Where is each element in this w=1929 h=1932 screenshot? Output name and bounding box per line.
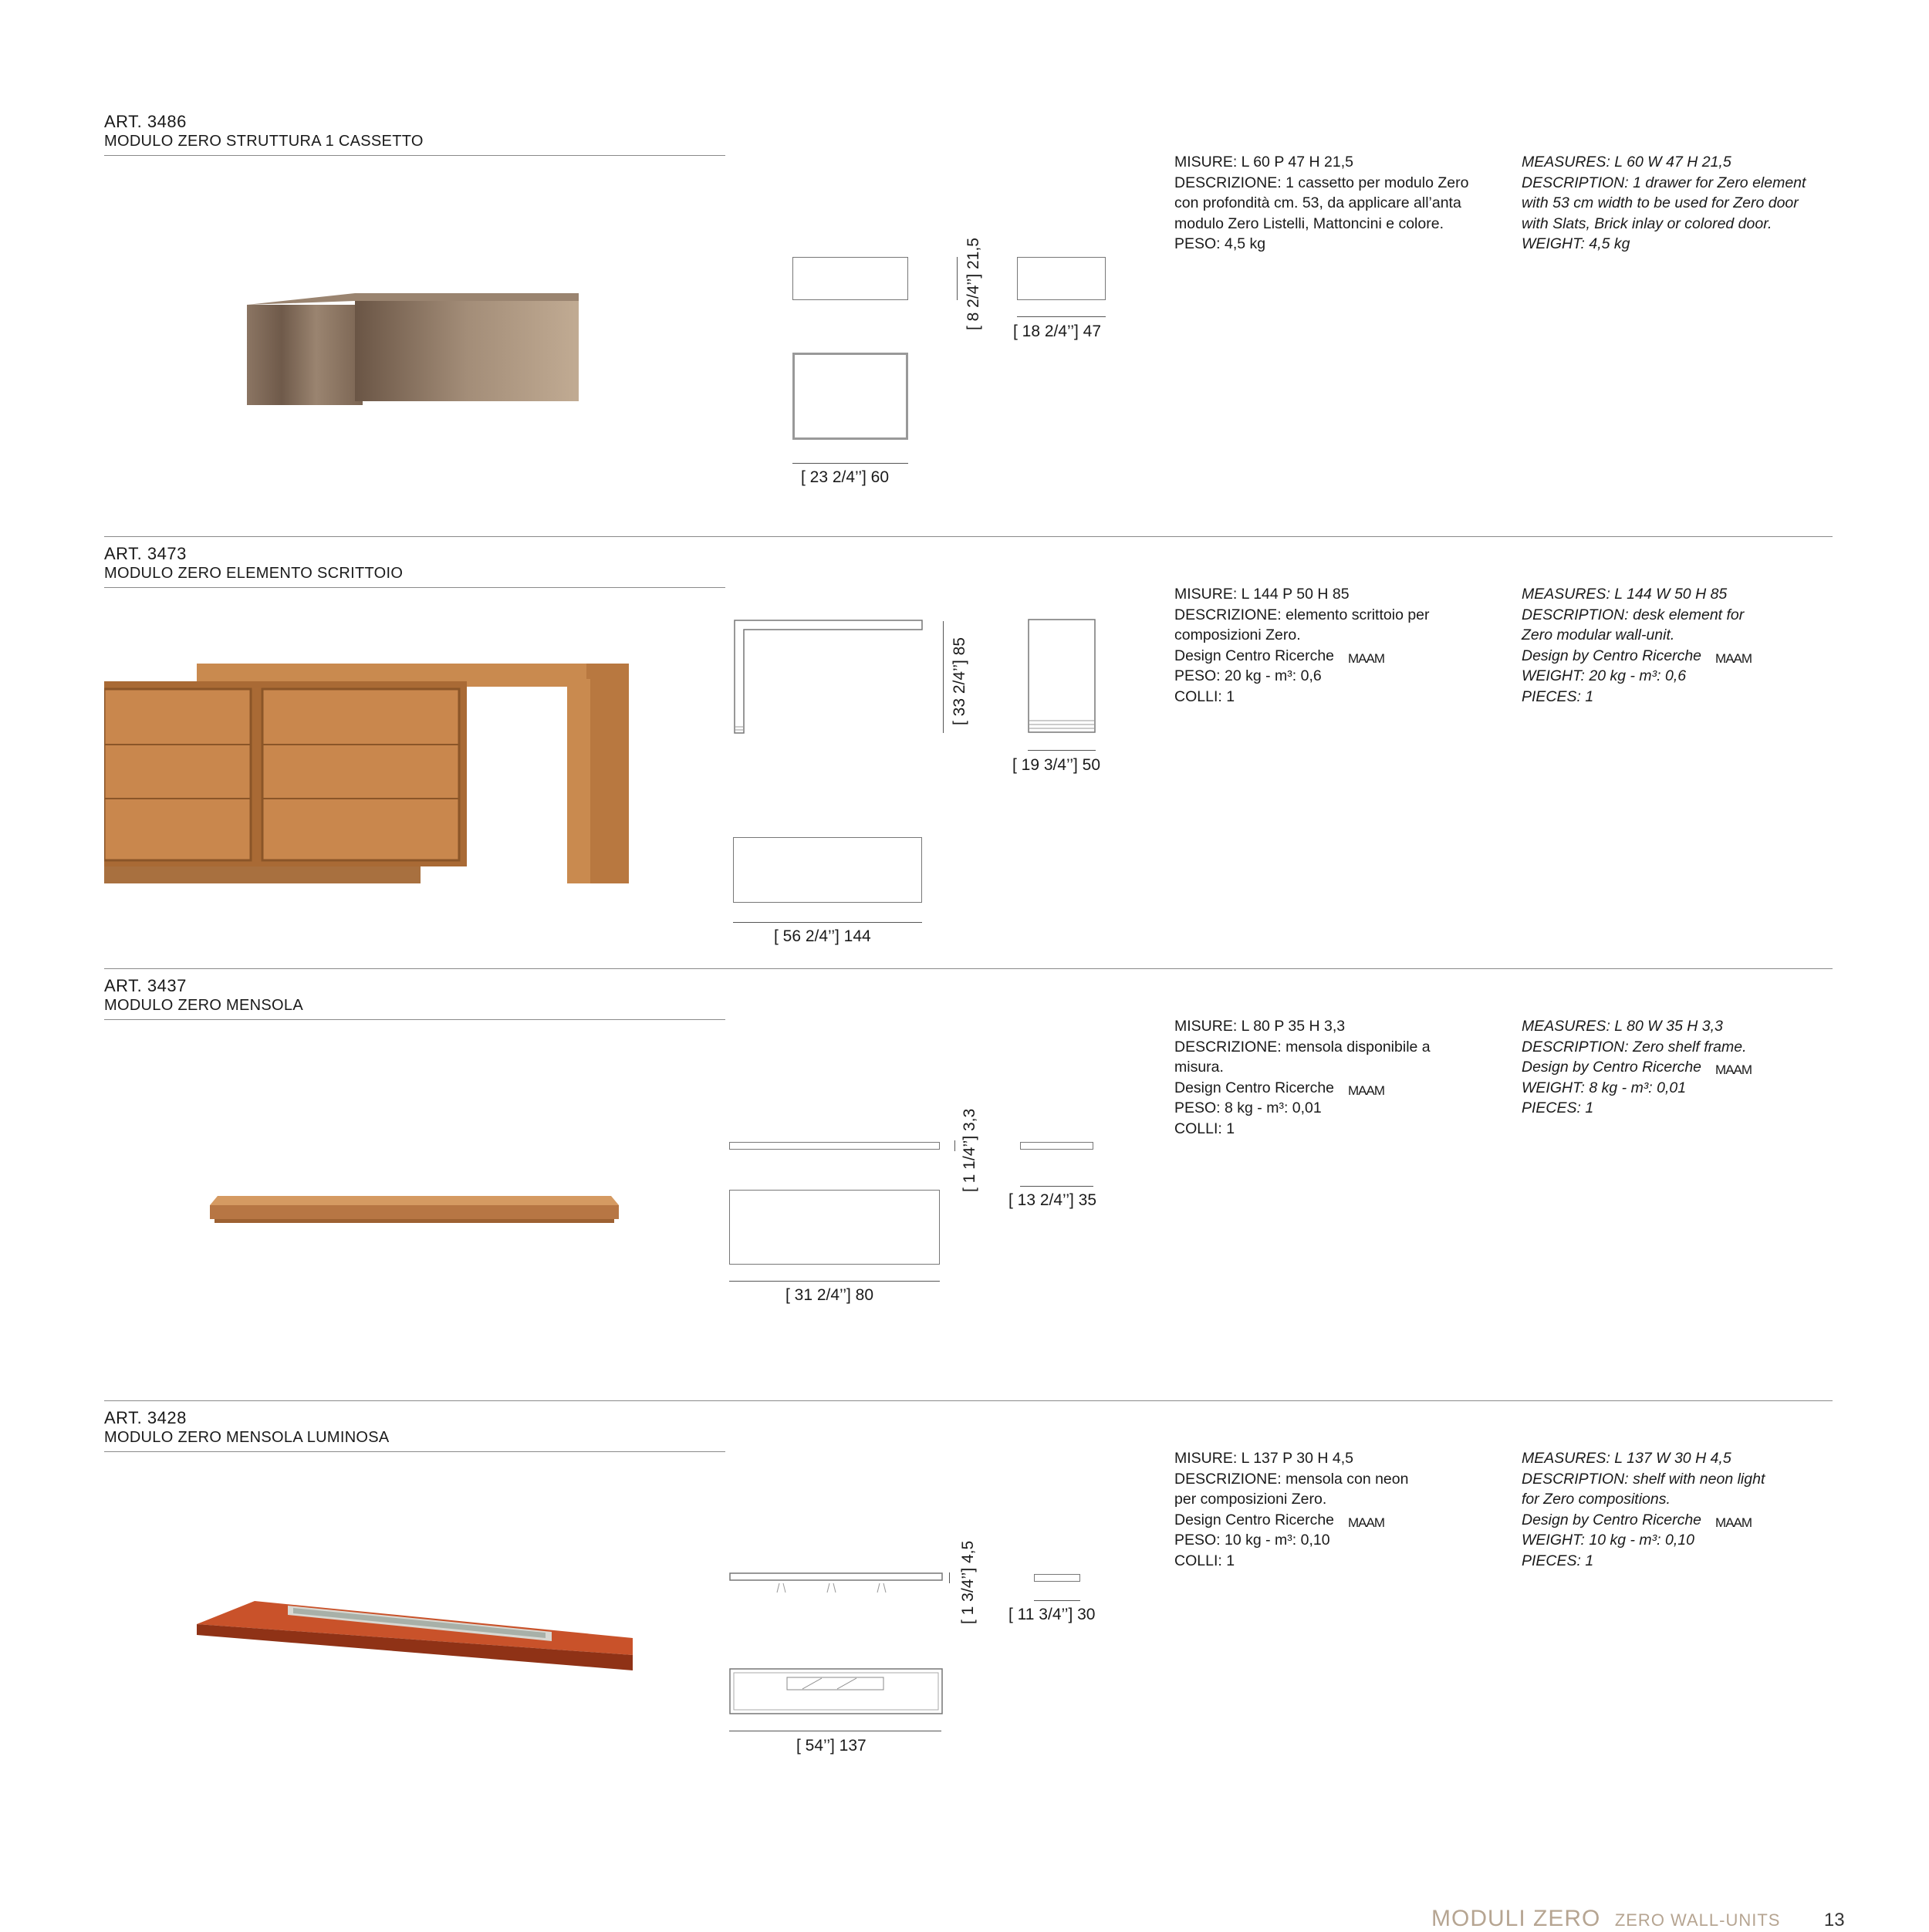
info-line — [1174, 1510, 1408, 1531]
info-line: DESCRIPTION: Zero shelf frame. — [1522, 1038, 1747, 1056]
page-number: 13 — [1823, 1910, 1845, 1930]
info-line: PESO: 4,5 kg — [1174, 235, 1266, 252]
drawing-front-view — [733, 619, 926, 735]
dim-height: [ 8 2/4’’] 21,5 — [964, 238, 982, 330]
info-line: MEASURES: L 137 W 30 H 4,5 — [1522, 1450, 1731, 1467]
dim-line — [949, 1572, 950, 1583]
info-italian — [1174, 1016, 1431, 1139]
article-name: MODULO ZERO MENSOLA — [104, 997, 303, 1014]
dim-height: [ 1 1/4’’] 3,3 — [961, 1108, 978, 1192]
info-english — [1522, 152, 1806, 255]
design-credit: Design by Centro Ricerche — [1522, 1511, 1702, 1528]
info-line: COLLI: 1 — [1174, 1120, 1235, 1137]
info-line: con profondità cm. 53, da applicare all’anta — [1174, 194, 1461, 211]
info-line: DESCRIZIONE: elemento scrittoio per — [1174, 606, 1430, 623]
info-italian — [1174, 1448, 1408, 1571]
info-line: misura. — [1174, 1059, 1224, 1076]
info-line: MEASURES: L 60 W 47 H 21,5 — [1522, 154, 1731, 171]
info-line: WEIGHT: 20 kg - m³: 0,6 — [1522, 667, 1687, 684]
info-line — [1522, 1510, 1765, 1531]
product-photo-lit-shelf — [197, 1601, 637, 1670]
info-line: PIECES: 1 — [1522, 1552, 1594, 1569]
article-code: ART. 3437 — [104, 976, 187, 995]
info-line: for Zero compositions. — [1522, 1491, 1671, 1508]
drawing-top-view — [729, 1190, 940, 1265]
article-code: ART. 3428 — [104, 1408, 187, 1427]
info-english — [1522, 1448, 1765, 1571]
info-english — [1522, 584, 1752, 707]
section-underline — [104, 155, 725, 156]
dim-line — [733, 922, 922, 923]
article-code: ART. 3473 — [104, 544, 187, 563]
design-credit: Design Centro Ricerche — [1174, 1079, 1335, 1096]
info-line: with Slats, Brick inlay or colored door. — [1522, 214, 1772, 232]
drawing-side-view — [1017, 257, 1106, 300]
info-line: COLLI: 1 — [1174, 1552, 1235, 1569]
maam-logo: MAAM — [1715, 650, 1752, 666]
info-line: Zero modular wall-unit. — [1522, 627, 1675, 643]
dim-height: [ 1 3/4’’] 4,5 — [959, 1540, 977, 1624]
dim-line — [954, 1140, 955, 1151]
dim-depth: [ 13 2/4’’] 35 — [1008, 1191, 1097, 1209]
section-underline — [104, 1451, 725, 1452]
design-credit: Design Centro Ricerche — [1174, 647, 1335, 664]
drawing-front-view — [729, 1572, 945, 1597]
dim-depth: [ 18 2/4’’] 47 — [1013, 323, 1102, 340]
dim-length: [ 31 2/4’’] 80 — [785, 1286, 874, 1304]
section-divider — [104, 536, 1833, 537]
drawing-side-view — [1034, 1574, 1080, 1582]
drawing-top-view — [729, 1668, 945, 1716]
info-line: DESCRIZIONE: 1 cassetto per modulo Zero — [1174, 174, 1469, 191]
dim-line — [1020, 1186, 1093, 1187]
info-line: PESO: 20 kg - m³: 0,6 — [1174, 667, 1322, 684]
info-line: MISURE: L 144 P 50 H 85 — [1174, 586, 1350, 603]
product-photo-drawer — [239, 293, 579, 417]
dim-line — [1028, 750, 1096, 751]
dim-line — [1017, 316, 1106, 317]
dim-height: [ 33 2/4’’] 85 — [951, 637, 968, 725]
section-divider — [104, 1400, 1833, 1401]
info-line: DESCRIZIONE: mensola con neon — [1174, 1470, 1409, 1488]
info-line: COLLI: 1 — [1174, 687, 1235, 705]
article-name: MODULO ZERO MENSOLA LUMINOSA — [104, 1429, 390, 1446]
design-credit: Design by Centro Ricerche — [1522, 1059, 1702, 1076]
info-line: DESCRIPTION: 1 drawer for Zero element — [1522, 174, 1806, 191]
maam-logo: MAAM — [1715, 1062, 1752, 1077]
info-line: per composizioni Zero. — [1174, 1491, 1327, 1508]
info-line: WEIGHT: 4,5 kg — [1522, 235, 1630, 252]
article-name: MODULO ZERO ELEMENTO SCRITTOIO — [104, 565, 404, 582]
design-credit: Design by Centro Ricerche — [1522, 647, 1702, 664]
dim-line — [729, 1281, 940, 1282]
info-line: WEIGHT: 8 kg - m³: 0,01 — [1522, 1079, 1687, 1096]
maam-logo: MAAM — [1348, 650, 1385, 666]
info-line: DESCRIPTION: desk element for — [1522, 606, 1745, 623]
dim-length: [ 54’’] 137 — [796, 1737, 867, 1755]
info-line: PIECES: 1 — [1522, 1099, 1594, 1116]
dim-line — [792, 463, 908, 464]
info-line: MEASURES: L 80 W 35 H 3,3 — [1522, 1018, 1723, 1035]
maam-logo: MAAM — [1348, 1083, 1385, 1098]
drawing-top-view — [733, 837, 922, 903]
info-line: with 53 cm width to be used for Zero door — [1522, 194, 1799, 211]
info-line — [1522, 1057, 1752, 1078]
info-line: PIECES: 1 — [1522, 687, 1594, 705]
footer-subtitle: ZERO WALL-UNITS — [1614, 1910, 1781, 1930]
info-line: modulo Zero Listelli, Mattoncini e colore. — [1174, 214, 1444, 232]
page-footer — [1431, 1906, 1845, 1932]
product-photo-desk — [104, 660, 633, 885]
info-line — [1174, 1078, 1431, 1099]
info-line: MISURE: L 80 P 35 H 3,3 — [1174, 1018, 1346, 1035]
section-divider — [104, 968, 1833, 969]
drawing-front-view — [729, 1142, 940, 1150]
maam-logo: MAAM — [1715, 1515, 1752, 1530]
design-credit: Design Centro Ricerche — [1174, 1511, 1335, 1528]
section-underline — [104, 1019, 725, 1020]
article-code: ART. 3486 — [104, 112, 187, 131]
dim-line — [957, 257, 958, 300]
dim-depth: [ 19 3/4’’] 50 — [1012, 756, 1101, 774]
drawing-side-view — [1028, 619, 1097, 735]
dim-line — [943, 621, 944, 733]
info-italian — [1174, 152, 1468, 255]
info-italian — [1174, 584, 1430, 707]
maam-logo: MAAM — [1348, 1515, 1385, 1530]
drawing-side-view — [1020, 1142, 1093, 1150]
dim-depth: [ 11 3/4’’] 30 — [1008, 1606, 1096, 1623]
info-line: MEASURES: L 144 W 50 H 85 — [1522, 586, 1728, 603]
product-photo-shelf — [210, 1196, 619, 1224]
info-line: PESO: 8 kg - m³: 0,01 — [1174, 1099, 1322, 1116]
drawing-top-view — [792, 353, 908, 440]
footer-title: MODULI ZERO — [1431, 1906, 1601, 1931]
info-line: PESO: 10 kg - m³: 0,10 — [1174, 1532, 1330, 1549]
section-underline — [104, 587, 725, 588]
article-name: MODULO ZERO STRUTTURA 1 CASSETTO — [104, 133, 424, 150]
info-line: DESCRIPTION: shelf with neon light — [1522, 1470, 1765, 1488]
info-line: composizioni Zero. — [1174, 627, 1301, 643]
info-line: WEIGHT: 10 kg - m³: 0,10 — [1522, 1532, 1694, 1549]
dim-length: [ 23 2/4’’] 60 — [801, 468, 890, 486]
dim-line — [1034, 1600, 1080, 1601]
info-line: MISURE: L 60 P 47 H 21,5 — [1174, 154, 1353, 171]
info-english — [1522, 1016, 1752, 1119]
info-line — [1522, 646, 1752, 667]
info-line: DESCRIZIONE: mensola disponibile a — [1174, 1038, 1431, 1056]
info-line — [1174, 646, 1430, 667]
drawing-front-view — [792, 257, 908, 300]
info-line: MISURE: L 137 P 30 H 4,5 — [1174, 1450, 1353, 1467]
dim-length: [ 56 2/4’’] 144 — [774, 927, 871, 945]
